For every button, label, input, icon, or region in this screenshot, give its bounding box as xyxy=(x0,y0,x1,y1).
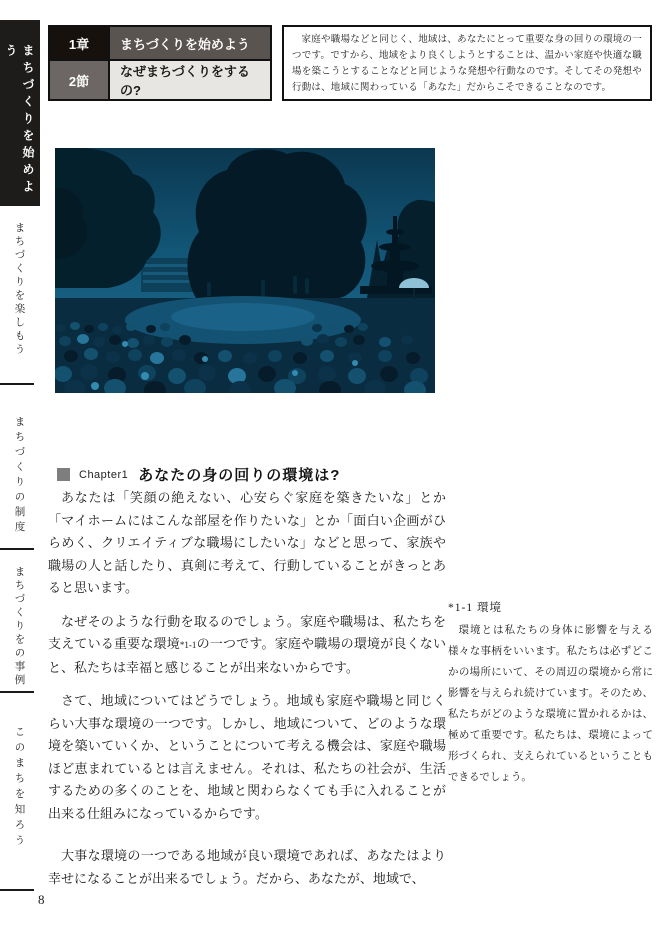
sidebar-item-machizukuri-examples[interactable] xyxy=(0,566,40,688)
section-number: 2節 xyxy=(50,61,108,99)
park-crowd-photo xyxy=(55,148,435,393)
chapter-number: 1章 xyxy=(50,27,108,59)
sidebar-tab-start-machizukuri[interactable] xyxy=(0,20,40,206)
sidebar-item-label: このまちを知ろう xyxy=(13,726,26,850)
park-crowd-photo-art xyxy=(55,148,435,393)
chapter-heading-title: あなたの身の回りの環境は? xyxy=(138,467,341,484)
sidebar-divider xyxy=(0,548,34,550)
margin-note-title: *1-1 環境 xyxy=(448,602,502,614)
paragraph-2 xyxy=(48,611,446,680)
section-summary-box xyxy=(282,25,652,101)
sidebar-item-machizukuri-system[interactable] xyxy=(0,416,40,536)
paragraph-2-text: の一つです。家庭や職場の環境が良くないと、私たちは幸福と感じることが出来ないからです。 xyxy=(48,636,446,675)
paragraph-1: あなたは「笑顔の絶えない、心安らぐ家庭を築きたいな」とか「マイホームにはこんな部屋を作りたいな」とか「面白い企画がひらめく、クリエイティブな職場にしたいな」などと思って、家族や職場の人と話したり、真剣に考えて、行動していることがきっとあると思います。 xyxy=(48,490,446,595)
note-reference-1-1: *1-1 xyxy=(179,640,197,650)
sidebar-item-label: まちづくりをの事例 xyxy=(13,566,26,688)
sidebar-item-label: まちづくりを楽しもう xyxy=(13,222,26,357)
paragraph-4: 大事な環境の一つである地域が良い環境であれば、あなたはより幸せになることが出来るでしょう。だから、あなたが、地域で、 xyxy=(48,848,446,886)
chapter-title: まちづくりを始めよう xyxy=(110,27,270,59)
chapter1-heading xyxy=(57,464,340,485)
paragraph-3: さて、地域についてはどうでしょう。地域も家庭や職場と同じくらい大事な環境の一つです。しかし、地域について、どのような環境を築いていくか、ということについて考える機会は、家庭や職場ほど恵まれているとは言えません。それは、私たちの社会が、生活するための多くのことを、地域と関わらなくても手に入れることが出来る仕組みになっているからです。 xyxy=(48,693,446,821)
margin-note-1-1 xyxy=(448,599,653,788)
sidebar-item-enjoy-machizukuri[interactable] xyxy=(0,222,40,357)
sidebar-tab-label: まちづくりを始めよう xyxy=(4,44,35,197)
sidebar-item-know-this-town[interactable] xyxy=(0,726,40,850)
chapter-kicker: Chapter1 xyxy=(79,468,129,481)
page-number: 8 xyxy=(38,892,45,907)
sidebar-divider xyxy=(0,889,34,891)
chapter-square-icon xyxy=(57,468,70,481)
section-summary-text: 家庭や職場などと同じく、地域は、あなたにとって重要な身の回りの環境の一つです。ですから、地域をより良くしようとすることは、温かい家庭や快適な職場を築こうとすることなどと同じような発想や行動なのです。そしてその発想や行動は、地域に関わっている「あなた」だからこそできることなのです。 xyxy=(292,35,642,93)
chapter-section-header xyxy=(48,25,272,101)
section-title: なぜまちづくりをするの? xyxy=(110,61,270,99)
sidebar-divider xyxy=(0,691,34,693)
margin-note-body: 環境とは私たちの身体に影響を与える様々な事柄をいいます。私たちは必ずどこかの場所にいて、その周辺の環境から常に影響を与えられ続けています。そのため、私たちがどのような環境に置かれるかは、極めて重要です。私たちは、環境によって形づくられ、支えられているということもできるでしょう。 xyxy=(448,625,653,783)
body-text-column xyxy=(48,487,446,901)
sidebar-divider xyxy=(0,383,34,385)
sidebar-item-label: まちづくりの制度 xyxy=(13,416,26,536)
paragraph-2-text: なぜそのような行動を取るのでしょう。家庭や職場は、私たちを支えている重要な環境 xyxy=(48,613,446,651)
